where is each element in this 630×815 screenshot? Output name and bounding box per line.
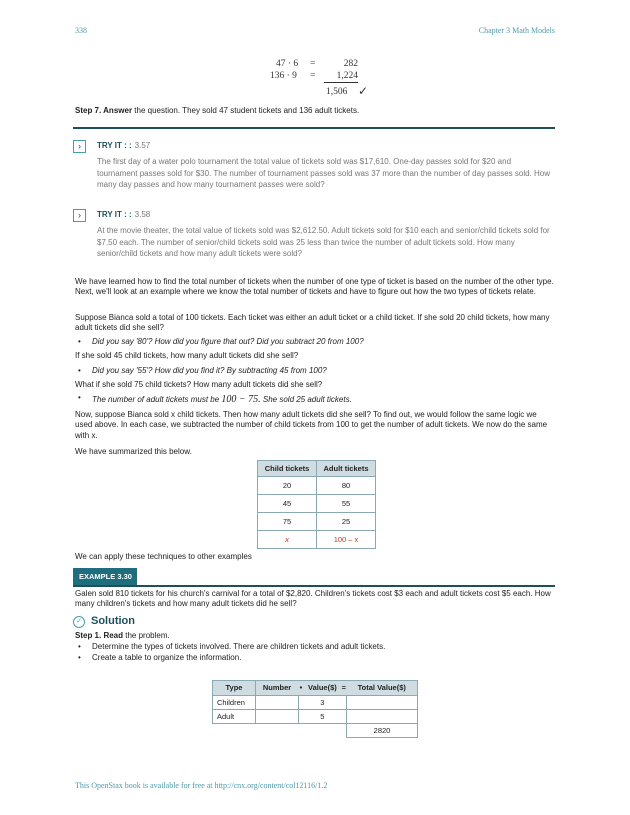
table-header: Child tickets: [258, 461, 317, 477]
tickets-table: [257, 460, 376, 549]
table-row: x 100 – x: [258, 531, 376, 549]
math-left-2: 136 · 9: [270, 71, 297, 81]
math-left-1: 47 · 6: [276, 59, 299, 69]
paragraph-bianca: Suppose Bianca sold a total of 100 tickets. Each ticket was either an adult ticket or a child ticket. If she sold 20 child tickets, how many adult tickets did she sell?: [75, 313, 550, 333]
step1-paragraph: Step 1. Read the problem.: [75, 631, 170, 640]
table-header: =: [341, 681, 347, 696]
table-row: Children 3: [213, 696, 418, 710]
check-circle-icon: ✓: [73, 616, 85, 628]
table-row: 45 55: [258, 495, 376, 513]
chapter-title: Chapter 3 Math Models: [478, 26, 555, 35]
solution-title: ✓ Solution: [73, 614, 135, 628]
example-header: [73, 568, 555, 587]
bullet-80: • Did you say '80'? How did you figure that out? Did you subtract 20 from 100?: [92, 337, 552, 347]
math-eq-1: =: [310, 59, 316, 69]
table-header: Adult tickets: [317, 461, 376, 477]
table-row: Adult 5: [213, 710, 418, 724]
solution-bullet: • Create a table to organize the information.: [92, 653, 552, 663]
divider: [73, 127, 555, 129]
try-it-text: The first day of a water polo tournament the total value of tickets sold was $17,610. One-day passes sold for $20 and tournament passes sold for $30. The number of tournament passes sold was 37 more than the number of day passes sold. How many day passes and how many tournament passes were sold?: [97, 157, 550, 190]
page-number: 338: [75, 26, 87, 35]
paragraph-apply: We can apply these techniques to other examples: [75, 552, 252, 561]
chevron-right-icon[interactable]: ›: [73, 209, 86, 222]
value-table: [212, 680, 418, 738]
table-header: Total Value($): [347, 681, 418, 696]
try-it-number: 3.58: [134, 210, 151, 219]
checkmark-icon: ✓: [358, 84, 369, 98]
table-header: Number: [256, 681, 299, 696]
example-text: Galen sold 810 tickets for his church's carnival for a total of $2,820. Children's tickets cost $3 each and adult tickets cost $5 each. How many children's tickets and how many adult tickets did he sell?: [75, 589, 551, 609]
step7-paragraph: [75, 106, 555, 116]
try-it-text: At the movie theater, the total value of tickets sold was $2,612.50. Adult tickets sold for $10 each and senior/child tickets sold for $7.50 each. The number of senior/child tickets sold was 25 less than twice the number of adult tickets sold. How many senior/child tickets and how many adult tickets were sold?: [97, 226, 550, 259]
try-it-label: TRY IT : : 3.58: [97, 210, 151, 219]
paragraph-x: Now, suppose Bianca sold x child tickets. Then how many adult tickets did she sell? To find out, we would follow the same logic we used above. In each case, we subtracted the number of child tickets from 100 to get the number of adult tickets. We now do the same with x.: [75, 410, 548, 440]
total-cell: 2820: [347, 724, 418, 738]
chevron-right-icon[interactable]: ›: [73, 140, 86, 153]
table-row: 75 25: [258, 513, 376, 531]
math-total: 1,506: [326, 87, 348, 97]
math-expression: 100 − 75.: [221, 394, 261, 405]
table-header: Type: [213, 681, 256, 696]
bullet-25: • The number of adult tickets must be 100 − 75. She sold 25 adult tickets.: [92, 393, 552, 406]
math-right-1: 282: [343, 59, 358, 69]
paragraph-intro: We have learned how to find the total number of tickets when the number of one type of ticket is based on the number of the other type. Next, we'll look at an example where we know the total number of tickets and have to figure out how the two types of tickets relate.: [75, 277, 554, 297]
math-right-2: 1,224: [324, 70, 358, 83]
table-header: •: [298, 681, 304, 696]
table-header: Value($): [304, 681, 341, 696]
footer-link[interactable]: This OpenStax book is available for free at http://cnx.org/content/col12116/1.2: [75, 781, 328, 790]
try-it-3-58: [73, 209, 555, 267]
solution-bullet: • Determine the types of tickets involved. There are children tickets and adult tickets.: [92, 642, 552, 652]
table-row: 20 80: [258, 477, 376, 495]
try-it-number: 3.57: [134, 141, 151, 150]
math-eq-2: =: [310, 71, 316, 81]
example-label: EXAMPLE 3.30: [73, 568, 137, 585]
bullet-55: • Did you say '55'? How did you find it? By subtracting 45 from 100?: [92, 366, 552, 376]
paragraph-summary: We have summarized this below.: [75, 447, 192, 456]
try-it-label: TRY IT : : 3.57: [97, 141, 151, 150]
try-it-3-57: [73, 140, 555, 198]
paragraph-45: If she sold 45 child tickets, how many adult tickets did she sell?: [75, 351, 299, 360]
math-check: [270, 58, 380, 103]
step7-label: Step 7. Answer: [75, 106, 133, 115]
step7-text: the question. They sold 47 student tickets and 136 adult tickets.: [132, 106, 360, 115]
table-row: [213, 724, 418, 738]
paragraph-75: What if she sold 75 child tickets? How many adult tickets did she sell?: [75, 380, 323, 389]
